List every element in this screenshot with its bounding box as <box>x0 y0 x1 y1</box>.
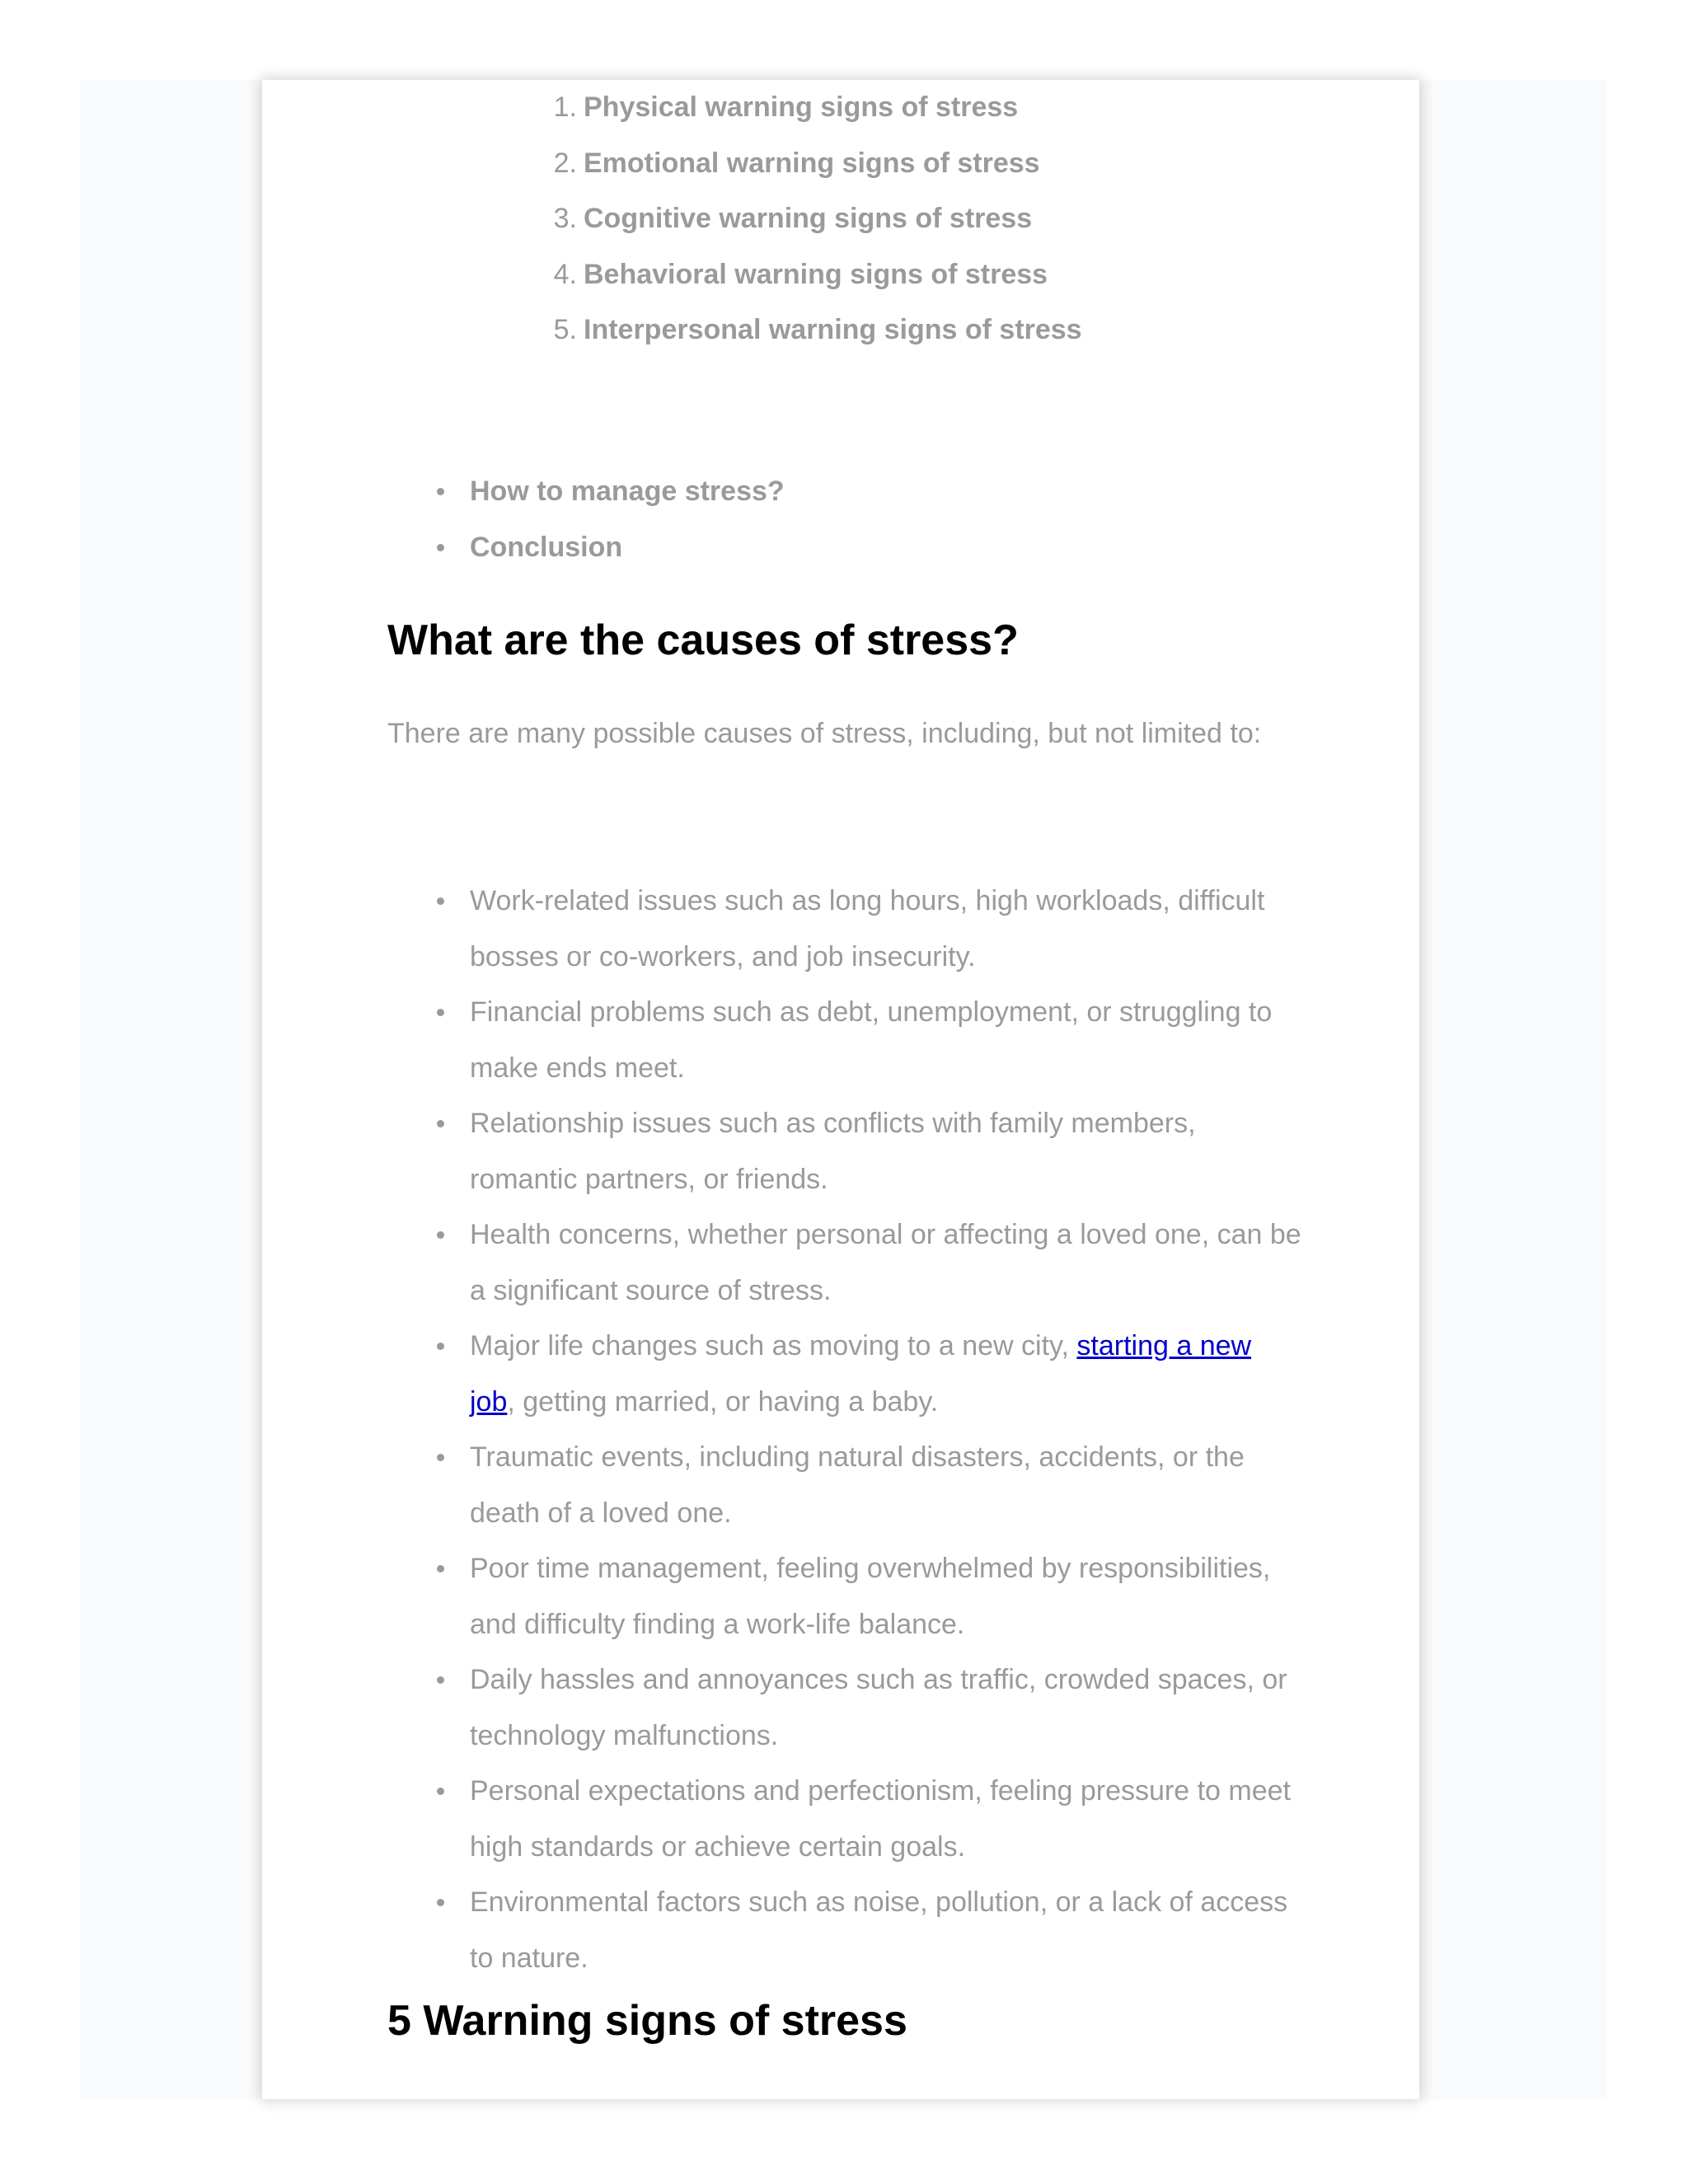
toc-item[interactable] <box>387 520 1302 576</box>
toc-sublist <box>542 80 1082 359</box>
starting-new-job-link[interactable]: starting a new job <box>470 1330 1252 1418</box>
list-item <box>387 1430 1302 1541</box>
list-item <box>387 1652 1302 1764</box>
list-item <box>387 874 1302 985</box>
toc-subitem-number: 1. <box>553 91 577 123</box>
toc-item-label: Conclusion <box>470 531 623 563</box>
list-item <box>387 1096 1302 1207</box>
toc-subitem-number: 4. <box>553 258 577 290</box>
list-item <box>387 1207 1302 1319</box>
bullet-icon <box>437 488 444 495</box>
list-item-text: Personal expectations and perfectionism, feeling pressure to meet high standards or achieve certain goals. <box>470 1775 1291 1863</box>
bullet-icon <box>437 1231 444 1239</box>
list-item-text: Poor time management, feeling overwhelmed by responsibilities, and difficulty finding a work-life balance. <box>470 1553 1271 1640</box>
bullet-icon <box>437 1009 444 1016</box>
bullet-icon <box>437 1454 444 1461</box>
article-panel <box>262 80 1419 2099</box>
list-item-text: Environmental factors such as noise, pollution, or a lack of access to nature. <box>470 1886 1288 1974</box>
list-item-text: Traumatic events, including natural disasters, accidents, or the death of a loved one. <box>470 1441 1245 1529</box>
toc-list <box>387 464 1302 575</box>
toc-item-label: How to manage stress? <box>470 476 785 507</box>
section-heading-warning-signs: 5 Warning signs of stress <box>387 1997 907 2045</box>
section-heading-causes: What are the causes of stress? <box>387 616 1019 664</box>
bullet-icon <box>437 1899 444 1906</box>
toc-subitem-label: Physical warning signs of stress <box>584 91 1019 123</box>
toc-subitem-label: Emotional warning signs of stress <box>584 147 1040 179</box>
bullet-icon <box>437 544 444 551</box>
list-item-text-after: , getting married, or having a baby. <box>507 1385 939 1418</box>
toc-subitem-label: Cognitive warning signs of stress <box>584 203 1033 234</box>
bullet-icon <box>437 1120 444 1127</box>
toc-subitem[interactable] <box>542 302 1082 359</box>
causes-list <box>387 874 1302 1986</box>
toc-subitem-label: Interpersonal warning signs of stress <box>584 314 1082 345</box>
toc-subitem-number: 5. <box>553 314 577 345</box>
list-item <box>387 1764 1302 1875</box>
toc-subitem-label: Behavioral warning signs of stress <box>584 258 1048 290</box>
toc-subitem[interactable] <box>542 191 1082 247</box>
list-item <box>387 1319 1302 1430</box>
list-item-text: Health concerns, whether personal or affecting a loved one, can be a significant source of stress. <box>470 1219 1301 1306</box>
section-intro: There are many possible causes of stress, including, but not limited to: <box>387 718 1262 749</box>
toc-subitem[interactable] <box>542 80 1082 136</box>
toc-subitem[interactable] <box>542 247 1082 303</box>
bullet-icon <box>437 898 444 905</box>
list-item <box>387 1541 1302 1652</box>
list-item-text-before: Major life changes such as moving to a new city, <box>470 1330 1077 1361</box>
toc-item[interactable] <box>387 464 1302 520</box>
bullet-icon <box>437 1565 444 1572</box>
list-item-text: Relationship issues such as conflicts with family members, romantic partners, or friends. <box>470 1108 1196 1195</box>
toc-subitem-number: 2. <box>553 147 577 179</box>
list-item-text: Daily hassles and annoyances such as traffic, crowded spaces, or technology malfunctions. <box>470 1664 1287 1751</box>
bullet-icon <box>437 1343 444 1350</box>
list-item-text: Work-related issues such as long hours, high workloads, difficult bosses or co-workers, and job insecurity. <box>470 885 1265 972</box>
toc-subitem-number: 3. <box>553 203 577 234</box>
list-item <box>387 1875 1302 1986</box>
bullet-icon <box>437 1676 444 1684</box>
list-item <box>387 985 1302 1096</box>
list-item-text: Financial problems such as debt, unemployment, or struggling to make ends meet. <box>470 996 1273 1084</box>
toc-subitem[interactable] <box>542 136 1082 192</box>
bullet-icon <box>437 1788 444 1795</box>
